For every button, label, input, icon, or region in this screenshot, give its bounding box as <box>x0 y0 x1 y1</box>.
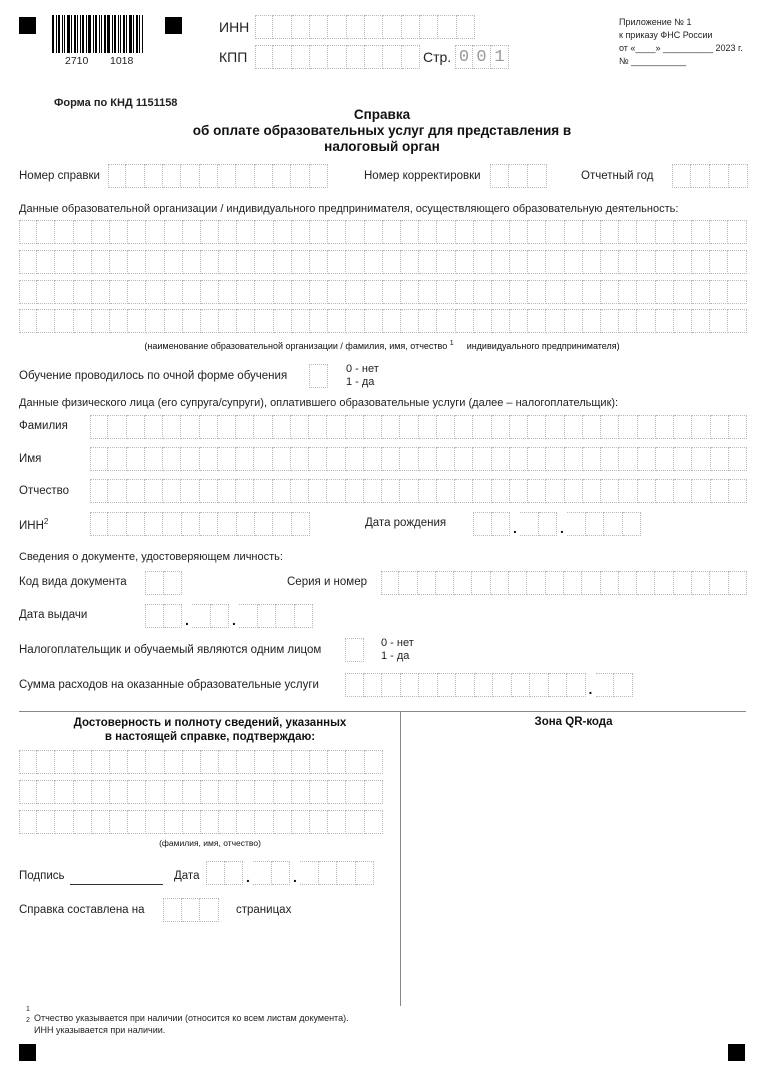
inn-input[interactable] <box>255 15 475 39</box>
column-divider <box>400 711 401 1006</box>
date-separator: . <box>232 612 236 628</box>
same-person-option-yes: 1 - да <box>381 650 410 662</box>
barcode <box>52 15 144 53</box>
kpp-input[interactable] <box>255 45 420 69</box>
fulltime-option-yes: 1 - да <box>346 376 375 388</box>
series-number-input[interactable] <box>381 571 747 595</box>
confirmer-name-row-3[interactable] <box>19 810 383 834</box>
form-code: Форма по КНД 1151158 <box>54 97 178 109</box>
correction-number-input[interactable] <box>490 164 547 188</box>
id-doc-section-heading: Сведения о документе, удостоверяющем личность: <box>19 551 283 563</box>
document-title <box>0 107 764 155</box>
same-person-label: Налогоплательщик и обучаемый являются одним лицом <box>19 644 322 656</box>
barcode-number-2: 1018 <box>110 55 134 67</box>
qr-zone-title: Зона QR-кода <box>534 716 613 728</box>
payer-section-heading: Данные физического лица (его супруга/супруги), оплатившего образовательные услуги (далее – налогоплательщик): <box>19 397 619 409</box>
org-name-row-3[interactable] <box>19 280 747 304</box>
report-year-label: Отчетный год <box>581 170 654 182</box>
doc-type-code-input[interactable] <box>145 571 182 595</box>
confirm-title: Достоверность и полноту сведений, указанных в настоящей справке, подтверждаю: <box>73 717 347 743</box>
barcode-number-1: 2710 <box>65 55 89 67</box>
title-line-1: Справка <box>353 107 411 122</box>
date-separator: . <box>293 869 297 885</box>
page-label: Стр. <box>423 49 452 65</box>
payer-inn-input[interactable] <box>90 512 310 536</box>
expense-sum-input[interactable] <box>345 673 638 697</box>
fulltime-label: Обучение проводилось по очной форме обучения <box>19 370 288 382</box>
report-year-input[interactable] <box>672 164 748 188</box>
certificate-number-input[interactable] <box>108 164 328 188</box>
org-name-row-1[interactable] <box>19 220 747 244</box>
corner-marker-top-left <box>19 17 36 34</box>
correction-number-label: Номер корректировки <box>364 170 481 182</box>
expense-sum-label: Сумма расходов на оказанные образовательные услуги <box>19 679 319 691</box>
org-caption: (наименование образовательной организации / фамилия, имя, отчество $^1$ индивидуального предпринимателя) <box>144 340 620 351</box>
confirm-date-label: Дата <box>174 870 200 882</box>
same-person-input[interactable] <box>345 638 364 662</box>
series-number-label: Серия и номер <box>287 576 368 588</box>
issue-date-label: Дата выдачи <box>19 609 88 621</box>
fulltime-input[interactable] <box>309 364 328 388</box>
page-number-field: 0 0 1 <box>455 45 509 69</box>
payer-inn-label: ИНН$^2$ <box>19 517 49 532</box>
kpp-label: КПП <box>219 49 248 65</box>
inn-label: ИНН <box>219 19 250 35</box>
name-label: Имя <box>19 453 42 465</box>
birth-date-label: Дата рождения <box>365 517 447 529</box>
pages-count-input[interactable] <box>163 898 219 922</box>
decimal-separator: . <box>588 681 593 697</box>
appendix-line-2: к приказу ФНС России <box>619 30 713 40</box>
title-line-3: налоговый орган <box>324 139 440 154</box>
confirm-date-input[interactable] <box>206 861 389 885</box>
signature-label: Подпись <box>19 870 65 882</box>
patronymic-input[interactable] <box>90 479 747 503</box>
signature-line[interactable] <box>70 870 163 885</box>
pages-prefix-label: Справка составлена на <box>19 904 145 916</box>
footnote-2: ИНН указывается при наличии. <box>34 1025 166 1035</box>
corner-marker-bottom-left <box>19 1044 36 1061</box>
pages-suffix-label: страницах <box>236 904 292 916</box>
fulltime-option-no: 0 - нет <box>346 363 379 375</box>
confirm-caption: (фамилия, имя, отчество) <box>159 838 261 848</box>
issue-date-input[interactable] <box>145 604 327 628</box>
appendix-line-3: от «____» __________ 2023 г. <box>619 43 743 53</box>
org-name-row-2[interactable] <box>19 250 747 274</box>
date-separator: . <box>185 612 189 628</box>
doc-type-code-label: Код вида документа <box>19 576 127 588</box>
section-divider <box>19 711 746 712</box>
appendix-line-4: № ___________ <box>619 56 687 66</box>
date-separator: . <box>513 520 517 536</box>
org-section-heading: Данные образовательной организации / индивидуального предпринимателя, осуществляющего образовательную деятельность: <box>19 203 679 215</box>
surname-label: Фамилия <box>19 420 68 432</box>
org-name-row-4[interactable] <box>19 309 747 333</box>
footnote-marker-1: 1 <box>26 1006 30 1013</box>
qr-zone <box>410 735 740 1000</box>
certificate-number-label: Номер справки <box>19 170 100 182</box>
footnote-1: Отчество указывается при наличии (относится ко всем листам документа). <box>34 1013 349 1023</box>
same-person-option-no: 0 - нет <box>381 637 414 649</box>
footnote-marker-2: 2 <box>26 1017 30 1024</box>
surname-input[interactable] <box>90 415 747 439</box>
appendix-line-1: Приложение № 1 <box>619 17 692 27</box>
date-separator: . <box>246 869 250 885</box>
name-input[interactable] <box>90 447 747 471</box>
confirmer-name-row-1[interactable] <box>19 750 383 774</box>
corner-marker-bottom-right <box>728 1044 745 1061</box>
title-line-2: об оплате образовательных услуг для представления в <box>192 123 572 138</box>
patronymic-label: Отчество <box>19 485 69 497</box>
birth-date-input[interactable] <box>473 512 655 536</box>
confirmer-name-row-2[interactable] <box>19 780 383 804</box>
corner-marker-top-right <box>165 17 182 34</box>
date-separator: . <box>560 520 564 536</box>
